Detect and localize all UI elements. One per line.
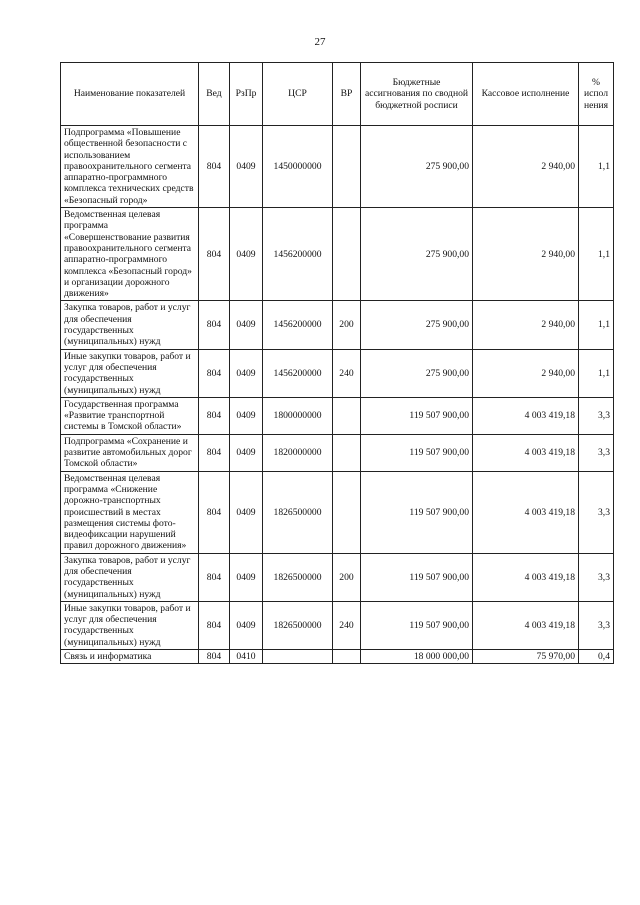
row-vr: 240 [333,349,361,397]
row-name: Иные закупки товаров, работ и услуг для обеспечения государственных (муниципальных) нужд [61,349,199,397]
row-percent: 3,3 [579,601,614,649]
header-ved: Вед [199,63,230,126]
row-name: Государственная программа «Развитие транспортной системы в Томской области» [61,397,199,434]
table-row [61,208,614,301]
row-csr [263,650,333,664]
row-cash: 4 003 419,18 [473,471,579,553]
table-row [61,601,614,649]
row-csr: 1826500000 [263,553,333,601]
row-vr: 200 [333,553,361,601]
row-budget: 119 507 900,00 [361,471,473,553]
row-percent: 0,4 [579,650,614,664]
row-percent: 3,3 [579,553,614,601]
row-name: Закупка товаров, работ и услуг для обеспечения государственных (муниципальных) нужд [61,301,199,349]
header-csr: ЦСР [263,63,333,126]
row-ved: 804 [199,553,230,601]
row-rzpr: 0409 [230,471,263,553]
row-csr: 1800000000 [263,397,333,434]
row-ved: 804 [199,126,230,208]
row-cash: 2 940,00 [473,301,579,349]
table-row [61,301,614,349]
row-vr [333,434,361,471]
row-ved: 804 [199,397,230,434]
header-cash: Кассовое исполнение [473,63,579,126]
row-name: Закупка товаров, работ и услуг для обеспечения государственных (муниципальных) нужд [61,553,199,601]
table-row [61,126,614,208]
row-budget: 18 000 000,00 [361,650,473,664]
row-cash: 4 003 419,18 [473,553,579,601]
row-percent: 1,1 [579,126,614,208]
row-vr: 240 [333,601,361,649]
row-cash: 4 003 419,18 [473,434,579,471]
row-ved: 804 [199,434,230,471]
row-cash: 2 940,00 [473,126,579,208]
row-cash: 2 940,00 [473,349,579,397]
row-rzpr: 0409 [230,208,263,301]
row-name: Подпрограмма «Повышение общественной безопасности с использованием правоохранительного сегмента аппаратно-программного комплекса технических средств «Безопасный город» [61,126,199,208]
row-ved: 804 [199,208,230,301]
row-budget: 119 507 900,00 [361,434,473,471]
row-budget: 275 900,00 [361,208,473,301]
row-csr: 1456200000 [263,208,333,301]
row-name: Ведомственная целевая программа «Совершенствование развития правоохранительного сегмента аппаратно-программного комплекса «Безопасный город» и организации дорожного движения» [61,208,199,301]
row-rzpr: 0409 [230,553,263,601]
row-vr [333,650,361,664]
row-rzpr: 0409 [230,601,263,649]
row-cash: 2 940,00 [473,208,579,301]
header-budget: Бюджетные ассигнования по сводной бюджетной росписи [361,63,473,126]
row-vr [333,471,361,553]
row-ved: 804 [199,349,230,397]
row-csr: 1450000000 [263,126,333,208]
header-vr: ВР [333,63,361,126]
page-number: 27 [314,36,326,48]
row-ved: 804 [199,650,230,664]
row-percent: 1,1 [579,349,614,397]
row-csr: 1826500000 [263,601,333,649]
row-budget: 119 507 900,00 [361,553,473,601]
row-name: Подпрограмма «Сохранение и развитие автомобильных дорог Томской области» [61,434,199,471]
header-name: Наименование показателей [61,63,199,126]
row-rzpr: 0409 [230,349,263,397]
row-ved: 804 [199,301,230,349]
row-rzpr: 0409 [230,397,263,434]
row-csr: 1820000000 [263,434,333,471]
row-ved: 804 [199,601,230,649]
header-rzpr: РзПр [230,63,263,126]
budget-execution-table [60,62,614,664]
row-ved: 804 [199,471,230,553]
table-row [61,349,614,397]
row-name: Иные закупки товаров, работ и услуг для обеспечения государственных (муниципальных) нужд [61,601,199,649]
row-budget: 275 900,00 [361,349,473,397]
row-csr: 1456200000 [263,301,333,349]
row-csr: 1826500000 [263,471,333,553]
row-name: Ведомственная целевая программа «Снижение дорожно-транспортных происшествий в местах размещения системы фото-видеофиксации нарушений правил дорожного движения» [61,471,199,553]
row-rzpr: 0409 [230,434,263,471]
row-budget: 275 900,00 [361,126,473,208]
row-percent: 3,3 [579,471,614,553]
row-percent: 3,3 [579,397,614,434]
row-vr [333,208,361,301]
row-rzpr: 0409 [230,301,263,349]
table-header-row [61,63,614,126]
header-percent: % испол нения [579,63,614,126]
table-row [61,650,614,664]
row-budget: 119 507 900,00 [361,397,473,434]
row-name: Связь и информатика [61,650,199,664]
row-percent: 3,3 [579,434,614,471]
row-rzpr: 0409 [230,126,263,208]
row-vr [333,397,361,434]
row-cash: 4 003 419,18 [473,397,579,434]
row-percent: 1,1 [579,301,614,349]
row-rzpr: 0410 [230,650,263,664]
table-row [61,434,614,471]
row-budget: 119 507 900,00 [361,601,473,649]
table-row [61,553,614,601]
table-row [61,471,614,553]
row-budget: 275 900,00 [361,301,473,349]
row-csr: 1456200000 [263,349,333,397]
row-vr [333,126,361,208]
row-cash: 4 003 419,18 [473,601,579,649]
row-vr: 200 [333,301,361,349]
row-percent: 1,1 [579,208,614,301]
table-row [61,397,614,434]
row-cash: 75 970,00 [473,650,579,664]
